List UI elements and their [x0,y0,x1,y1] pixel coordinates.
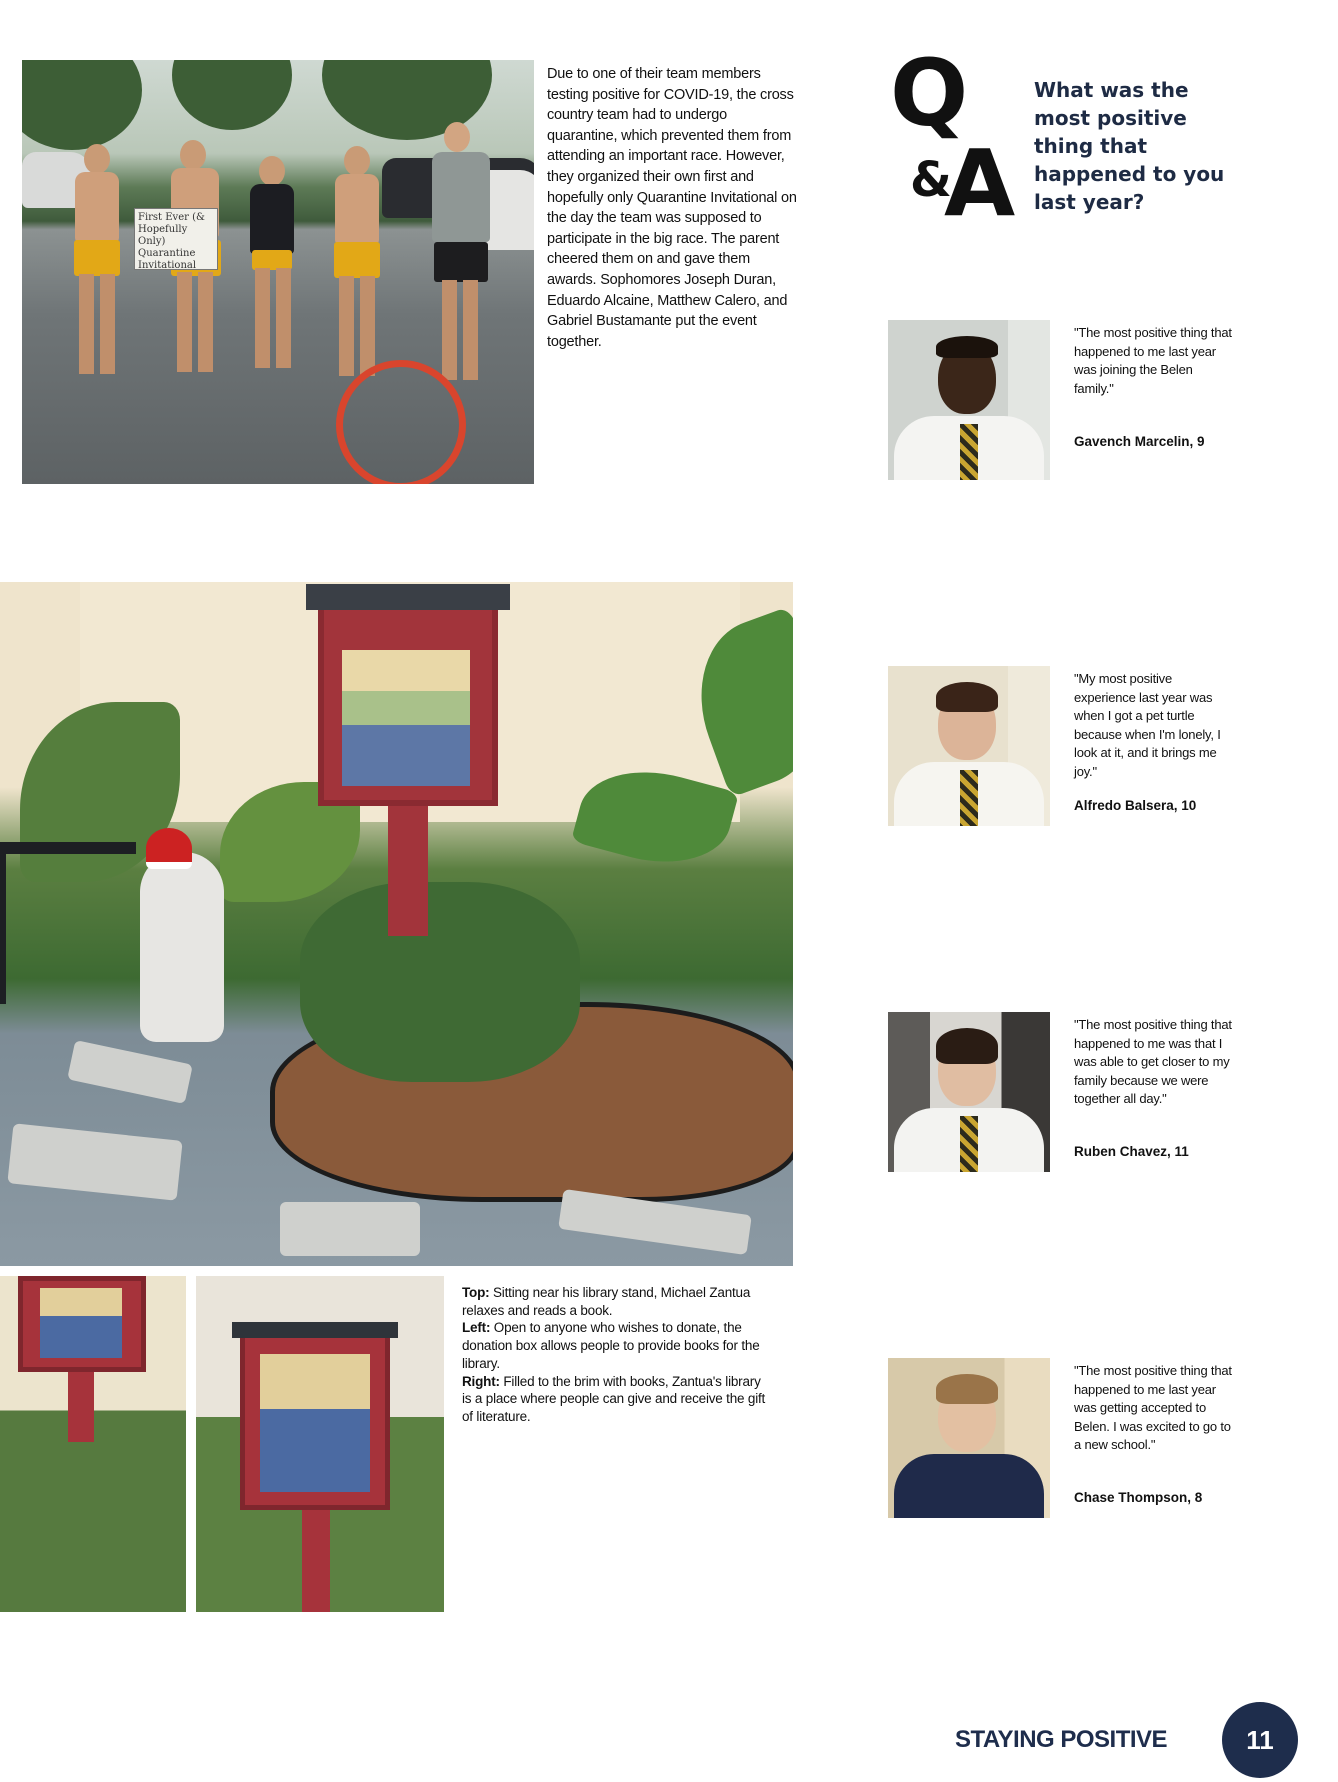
quote-chase-thompson: "The most positive thing that happened to me last year was getting accepted to Belen. I was excited to go to a new school." [1074,1363,1232,1452]
little-free-library-garden-photo [0,582,793,1266]
portrait-ruben-chavez [888,1012,1050,1172]
portrait-chase-thompson [888,1358,1050,1518]
qa-question: What was the most positive thing that happened to you last year? [1034,78,1225,214]
caption-right-text: Filled to the brim with books, Zantua's library is a place where people can give and receive the gift of literature. [462,1373,766,1424]
page-number: 11 [1222,1702,1298,1778]
cross-country-team-photo [22,60,534,484]
donation-box-photo [0,1276,186,1612]
attribution-alfredo-balsera: Alfredo Balsera, 10 [1074,798,1197,813]
qa-letter-q: Q [890,40,969,147]
qa-ampersand: & [910,152,952,208]
attribution-gavench-marcelin: Gavench Marcelin, 9 [1074,434,1205,449]
portrait-gavench-marcelin [888,320,1050,480]
section-title: STAYING POSITIVE [955,1726,1168,1753]
caption-left-label: Left: [462,1320,491,1336]
team-photo-caption: Due to one of their team members testing positive for COVID-19, the cross country team had to undergo quarantine, which prevented them from attending an important race. However, they organized their own first and hopefully only Quarantine Invitational on the day the team was supposed to participate in the big race. The parent cheered them on and gave them awards. Sophomores Joseph Duran, Eduardo Alcaine, Matthew Calero, and Gabriel Bustamante put the event together. [547,66,797,350]
quarantine-invitational-sign: First Ever (& Hopefully Only) Quarantine Invitational [134,208,218,270]
qa-letter-a: A [944,130,1016,237]
attribution-ruben-chavez: Ruben Chavez, 11 [1074,1144,1189,1159]
quote-ruben-chavez: "The most positive thing that happened to me was that I was able to get closer to my family because we were together all day." [1074,1017,1232,1106]
caption-top-text: Sitting near his library stand, Michael Zantua relaxes and reads a book. [462,1285,751,1318]
attribution-chase-thompson: Chase Thompson, 8 [1074,1490,1203,1505]
quote-alfredo-balsera: "My most positive experience last year was when I got a pet turtle because when I'm lonely, I look at it, and it brings me joy." [1074,671,1221,779]
caption-left-text: Open to anyone who wishes to donate, the donation box allows people to provide books for the library. [462,1320,760,1371]
library-photos-caption [462,1284,772,1426]
portrait-alfredo-balsera [888,666,1050,826]
quote-gavench-marcelin: "The most positive thing that happened to me last year was joining the Belen family." [1074,325,1232,396]
caption-top-label: Top: [462,1285,490,1300]
caption-right-label: Right: [462,1373,500,1389]
full-library-photo [196,1276,444,1612]
